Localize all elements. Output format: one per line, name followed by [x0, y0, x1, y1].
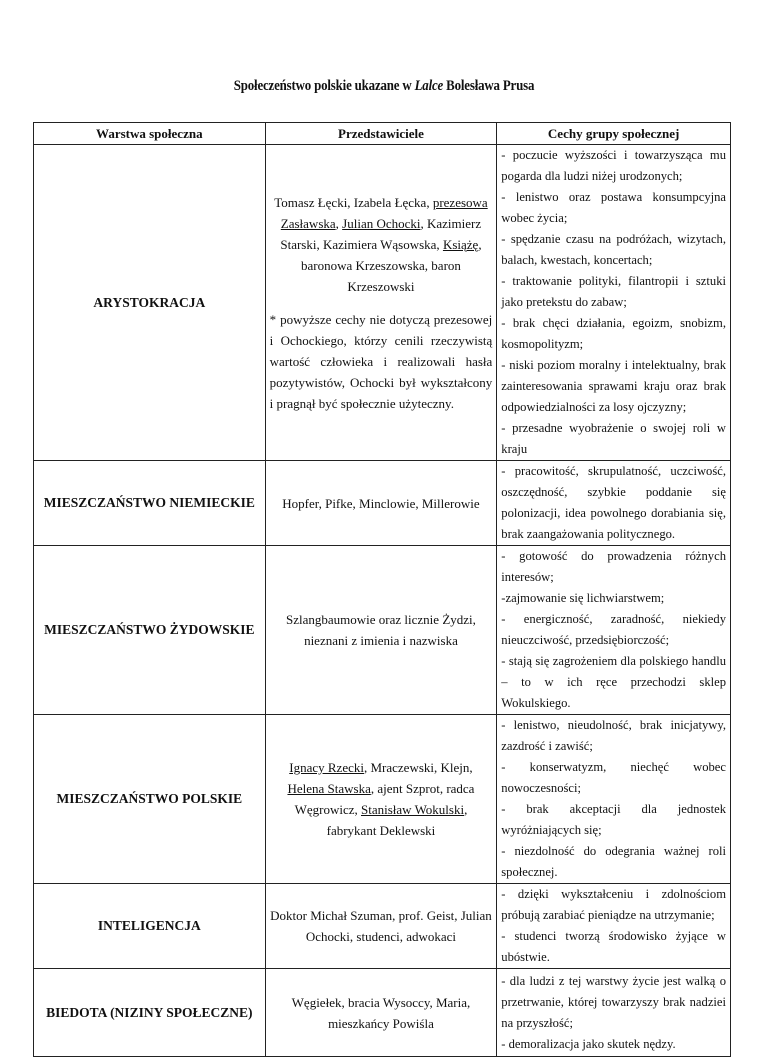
representatives-segment: , ajent Szprot, radca Węgrowicz,: [294, 781, 475, 817]
traits-cell: [497, 546, 731, 715]
table-row: [34, 969, 731, 1057]
table-row: [34, 546, 731, 715]
title-prefix: Społeczeństwo polskie ukazane w: [233, 78, 415, 94]
representatives-note: * powyższe cechy nie dotyczą prezesowej i Ochockiego, którzy cenili rzeczywistą wartość człowieka i realizowali hasła pozytywistów, Ochocki był wykształcony i pragnął być społecznie użyteczny.: [269, 311, 493, 411]
underlined-name: Julian Ochocki: [342, 215, 421, 231]
document-title: [54, 78, 714, 95]
table-row: [34, 145, 731, 461]
trait-item: - brak akceptacji dla jednostek wyróżniających się;: [501, 802, 726, 837]
society-table: [33, 122, 731, 1057]
representatives-text: [270, 493, 493, 514]
representatives-cell: [265, 884, 497, 969]
representatives-segment: Węgiełek, bracia Wysoccy, Maria, mieszkańcy Powiśla: [291, 994, 471, 1031]
representatives-segment: , baronowa Krzeszowska, baron Krzeszowski: [301, 236, 482, 294]
trait-item: - dla ludzi z tej warstwy życie jest walką o przetrwanie, której towarzyszy brak nadziei na przyszłość;: [501, 973, 726, 1030]
representatives-text: [270, 757, 493, 841]
underlined-name: Stanisław Wokulski: [361, 802, 465, 817]
traits-cell: [497, 461, 731, 546]
representatives-cell: [265, 715, 497, 884]
underlined-name: Helena Stawska: [287, 781, 371, 796]
trait-item: - pracowitość, skrupulatność, uczciwość, oszczędność, szybkie poddanie się polonizacji, idea powolnego dorabiania się, brak zaangażowania politycznego.: [501, 464, 726, 541]
table-row: [34, 461, 731, 546]
representatives-segment: Hopfer, Pifke, Minclowie, Millerowie: [282, 495, 480, 511]
representatives-segment: ,: [335, 215, 343, 231]
header-traits: Cechy grupy społecznej: [497, 123, 731, 145]
trait-item: - poczucie wyższości i towarzysząca mu pogarda dla ludzi niżej urodzonych;: [501, 148, 726, 183]
representatives-text: [270, 192, 493, 297]
table-row: [34, 884, 731, 969]
title-italic-work: Lalce: [414, 78, 444, 94]
representatives-text: [270, 992, 493, 1034]
trait-item: - dzięki wykształceniu i zdolnościom próbują zarabiać pieniądze na utrzymanie;: [501, 887, 726, 922]
traits-cell: [497, 145, 731, 461]
trait-item: - konserwatyzm, niechęć wobec nowoczesności;: [501, 760, 726, 795]
representatives-cell: [265, 546, 497, 715]
table-header-row: [34, 123, 731, 145]
trait-item: - lenistwo, nieudolność, brak inicjatywy, zazdrość i zawiść;: [501, 718, 726, 753]
trait-item: - traktowanie polityki, filantropii i sztuki jako pretekstu do zabaw;: [501, 274, 726, 309]
table-row: [34, 715, 731, 884]
representatives-text: [270, 609, 493, 651]
representatives-segment: Tomasz Łęcki, Izabela Łęcka,: [274, 194, 433, 210]
representatives-cell: [265, 145, 497, 461]
trait-item: - demoralizacja jako skutek nędzy.: [501, 1036, 676, 1051]
representatives-segment: , fabrykant Deklewski: [326, 802, 468, 838]
representatives-cell: [265, 461, 497, 546]
trait-item: - przesadne wyobrażenie o swojej roli w kraju: [501, 421, 726, 456]
underlined-name: prezesowa Zasławska: [280, 194, 488, 231]
trait-item: - niezdolność do odegrania ważnej roli społecznej.: [501, 844, 726, 879]
representatives-text: [270, 905, 493, 947]
social-layer-cell: MIESZCZAŃSTWO ŻYDOWSKIE: [34, 546, 266, 715]
trait-item: - spędzanie czasu na podróżach, wizytach, balach, kwestach, koncertach;: [501, 232, 726, 267]
trait-item: - studenci tworzą środowisko żyjące w ubóstwie.: [501, 929, 726, 964]
header-layer: Warstwa społeczna: [34, 123, 266, 145]
traits-cell: [497, 715, 731, 884]
representatives-segment: Doktor Michał Szuman, prof. Geist, Julian Ochocki, studenci, adwokaci: [270, 908, 492, 944]
table-body: [34, 145, 731, 1057]
social-layer-cell: MIESZCZAŃSTWO POLSKIE: [34, 715, 266, 884]
social-layer-cell: BIEDOTA (NIZINY SPOŁECZNE): [34, 969, 266, 1057]
social-layer-cell: ARYSTOKRACJA: [34, 145, 266, 461]
underlined-name: Książę: [442, 236, 479, 252]
representatives-segment: Szlangbaumowie oraz licznie Żydzi, nieznani z imienia i nazwiska: [286, 612, 476, 648]
representatives-cell: [265, 969, 497, 1057]
title-suffix: Bolesława Prusa: [443, 78, 535, 94]
trait-item: - lenistwo oraz postawa konsumpcyjna wobec życia;: [501, 190, 726, 225]
trait-item: - energiczność, zaradność, niekiedy nieuczciwość, przedsiębiorczość;: [501, 612, 726, 647]
traits-cell: [497, 884, 731, 969]
social-layer-cell: MIESZCZAŃSTWO NIEMIECKIE: [34, 461, 266, 546]
social-layer-cell: INTELIGENCJA: [34, 884, 266, 969]
trait-item: -zajmowanie się lichwiarstwem;: [501, 591, 665, 605]
traits-cell: [497, 969, 731, 1057]
trait-item: - brak chęci działania, egoizm, snobizm, kosmopolityzm;: [501, 316, 726, 351]
underlined-name: Ignacy Rzecki: [289, 760, 364, 775]
trait-item: - stają się zagrożeniem dla polskiego handlu – to w ich ręce przechodzi sklep Wokulskiego.: [501, 654, 726, 710]
representatives-segment: , Mraczewski, Klejn,: [363, 760, 473, 775]
trait-item: - niski poziom moralny i intelektualny, brak zainteresowania sprawami kraju oraz brak odpowiedzialności za losy ojczyzny;: [501, 358, 726, 414]
header-representatives: Przedstawiciele: [265, 123, 497, 145]
representatives-segment: , Kazimierz Starski, Kazimiera Wąsowska,: [280, 215, 482, 252]
trait-item: - gotowość do prowadzenia różnych interesów;: [501, 549, 726, 584]
